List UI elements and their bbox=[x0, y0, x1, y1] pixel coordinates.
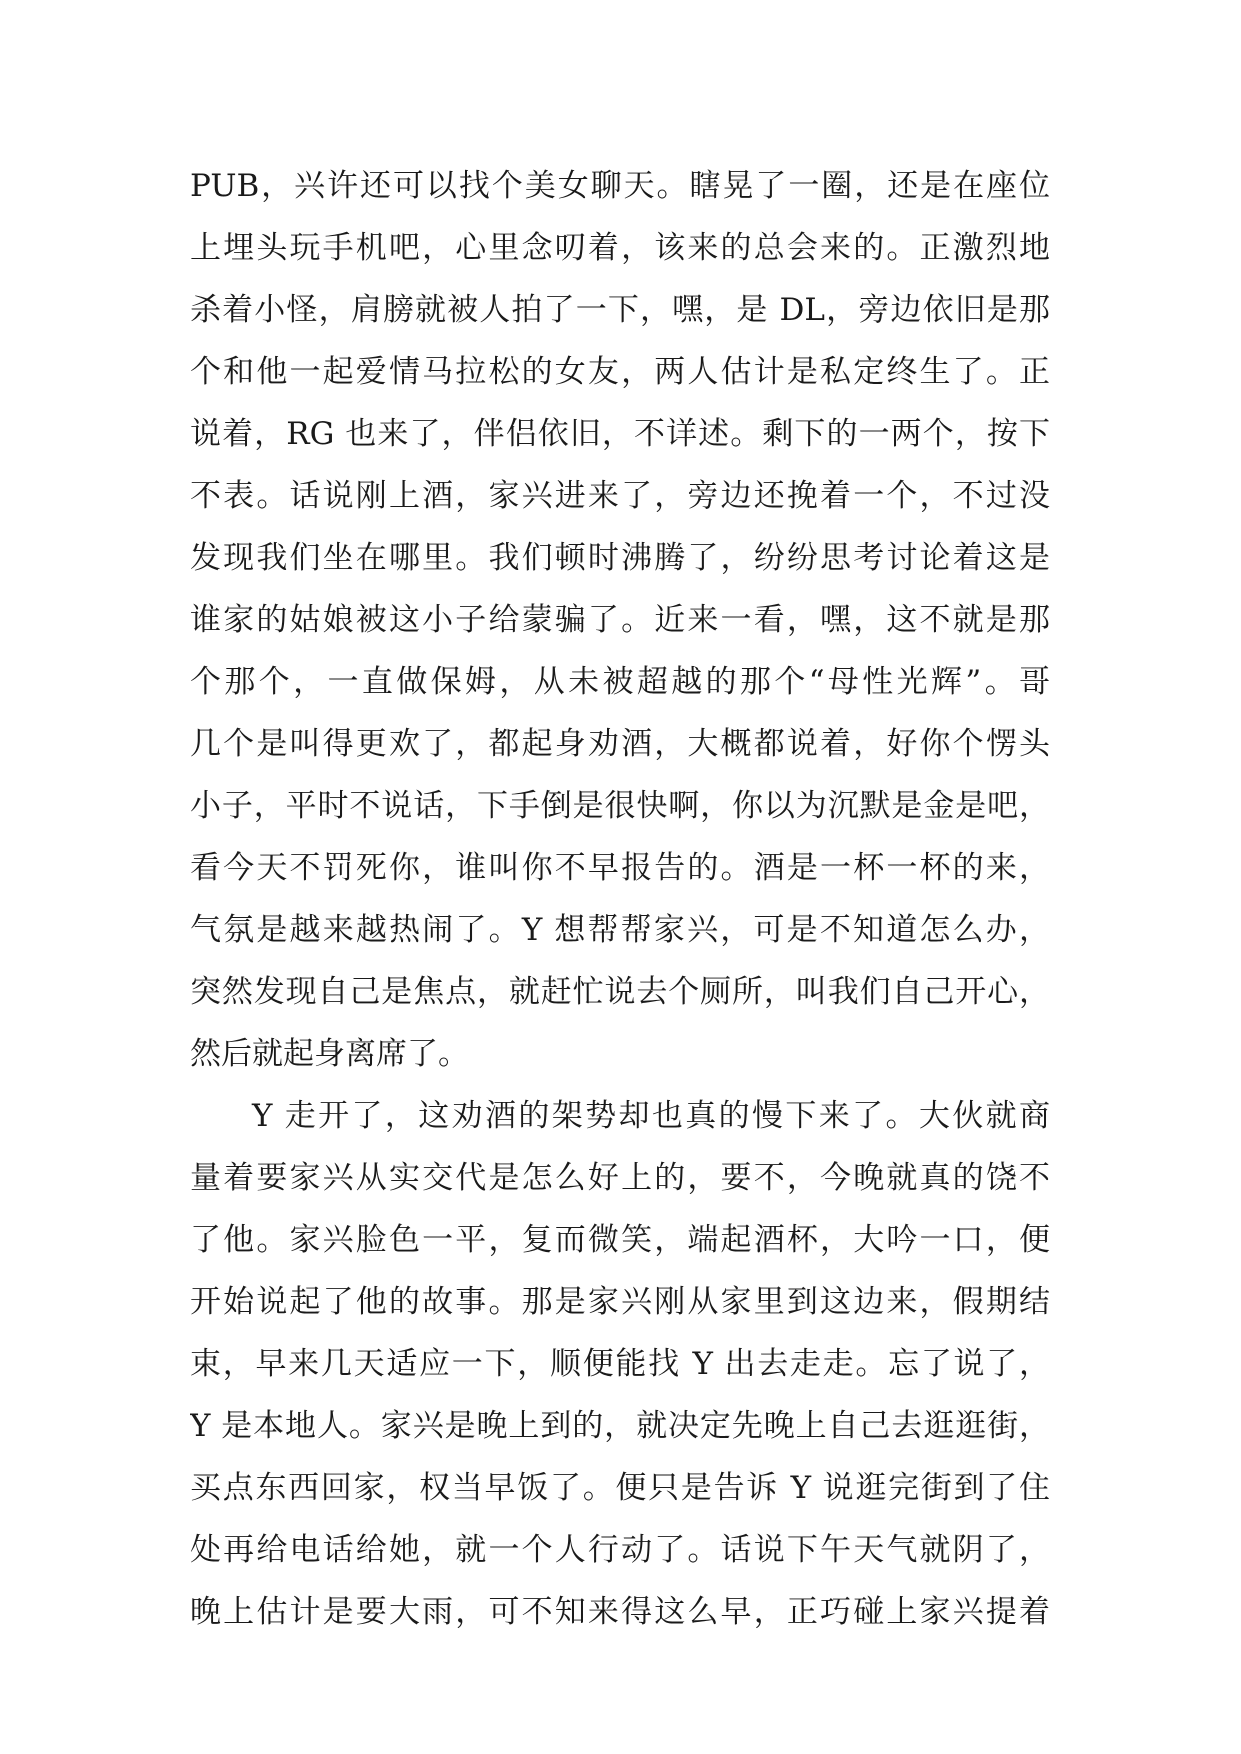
text-line: 束，早来几天适应一下，顺便能找 Y 出去走走。忘了说了， bbox=[190, 1346, 1050, 1382]
text-line: 发现我们坐在哪里。我们顿时沸腾了，纷纷思考讨论着这是 bbox=[190, 540, 1050, 576]
text-line: 开始说起了他的故事。那是家兴刚从家里到这边来，假期结 bbox=[190, 1284, 1050, 1320]
paragraph-start-line: Y 走开了，这劝酒的架势却也真的慢下来了。大伙就商 bbox=[252, 1098, 1050, 1134]
text-line: 买点东西回家，权当早饭了。便只是告诉 Y 说逛完街到了住 bbox=[190, 1470, 1050, 1506]
text-line: 晚上估计是要大雨，可不知来得这么早，正巧碰上家兴提着 bbox=[190, 1594, 1050, 1630]
text-line: 杀着小怪，肩膀就被人拍了一下，嘿，是 DL，旁边依旧是那 bbox=[190, 292, 1050, 328]
text-line: 小子，平时不说话，下手倒是很快啊，你以为沉默是金是吧， bbox=[190, 788, 1050, 824]
body-text bbox=[190, 155, 1050, 1643]
text-line: 几个是叫得更欢了，都起身劝酒，大概都说着，好你个愣头 bbox=[190, 726, 1050, 762]
text-line: 说着，RG 也来了，伴侣依旧，不详述。剩下的一两个，按下 bbox=[190, 416, 1050, 452]
text-line: Y 是本地人。家兴是晚上到的，就决定先晚上自己去逛逛街， bbox=[190, 1408, 1050, 1444]
text-line: 气氛是越来越热闹了。Y 想帮帮家兴，可是不知道怎么办， bbox=[190, 912, 1050, 948]
text-line: 突然发现自己是焦点，就赶忙说去个厕所，叫我们自己开心， bbox=[190, 974, 1050, 1010]
text-line: 处再给电话给她，就一个人行动了。话说下午天气就阴了， bbox=[190, 1532, 1050, 1568]
text-line: 个那个，一直做保姆，从未被超越的那个“母性光辉”。哥 bbox=[190, 664, 1050, 700]
paragraph-end-line: 然后就起身离席了。 bbox=[190, 1036, 469, 1072]
text-line: 谁家的姑娘被这小子给蒙骗了。近来一看，嘿，这不就是那 bbox=[190, 602, 1050, 638]
text-line: 量着要家兴从实交代是怎么好上的，要不，今晚就真的饶不 bbox=[190, 1160, 1050, 1196]
text-line: 个和他一起爱情马拉松的女友，两人估计是私定终生了。正 bbox=[190, 354, 1050, 390]
text-line: 了他。家兴脸色一平，复而微笑，端起酒杯，大吟一口，便 bbox=[190, 1222, 1050, 1258]
text-line: 上埋头玩手机吧，心里念叨着，该来的总会来的。正激烈地 bbox=[190, 230, 1050, 266]
text-line: 不表。话说刚上酒，家兴进来了，旁边还挽着一个，不过没 bbox=[190, 478, 1050, 514]
text-line: 看今天不罚死你，谁叫你不早报告的。酒是一杯一杯的来， bbox=[190, 850, 1050, 886]
text-line: PUB，兴许还可以找个美女聊天。瞎晃了一圈，还是在座位 bbox=[190, 168, 1050, 204]
